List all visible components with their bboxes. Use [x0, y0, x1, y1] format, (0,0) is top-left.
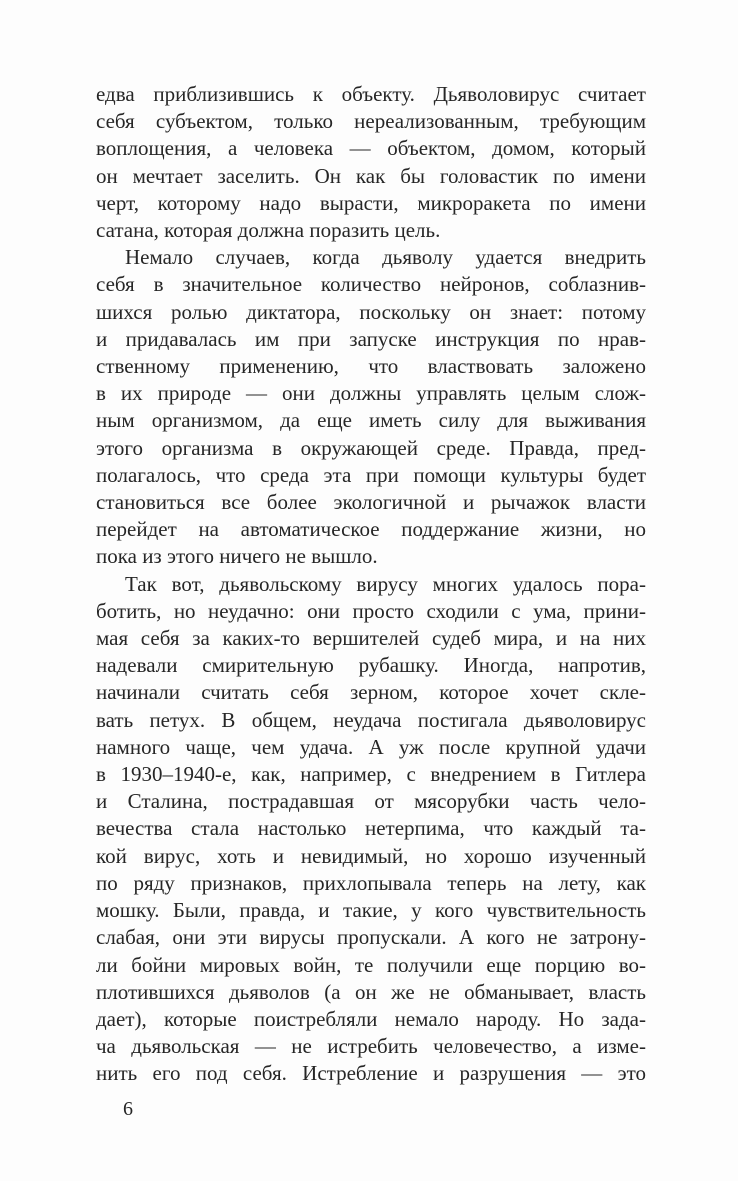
text-line: ча дьявольская — не истребить человечество, а изме- — [96, 1034, 646, 1059]
text-line: вечества стала настолько нетерпима, что каждый та- — [96, 816, 646, 841]
text-line: он мечтает заселить. Он как бы головастик по имени — [96, 163, 646, 188]
text-line: себя субъектом, только нереализованным, требующим — [96, 109, 646, 134]
text-line: дает), которые поистребляли немало народу. Но зада- — [96, 1006, 646, 1031]
paragraph — [96, 571, 646, 1088]
text-line: себя в значительное количество нейронов, соблазнив- — [96, 272, 646, 297]
text-line: и Сталина, пострадавшая от мясорубки часть чело- — [96, 789, 646, 814]
paragraph — [96, 81, 646, 244]
text-line: по ряду признаков, прихлопывала теперь на лету, как — [96, 870, 646, 895]
text-line: Так вот, дьявольскому вирусу многих удалось пора- — [125, 571, 646, 596]
text-line: полагалось, что среда эта при помощи культуры будет — [96, 462, 646, 487]
text-line: пока из этого ничего не вышло. — [96, 544, 378, 569]
page-number: 6 — [123, 1098, 133, 1120]
paragraph — [96, 244, 646, 570]
text-line: ственному применению, что властвовать заложено — [96, 354, 646, 379]
text-line: плотившихся дьяволов (а он же не обманывает, власть — [96, 979, 646, 1004]
text-line: воплощения, а человека — объектом, домом, который — [96, 136, 646, 161]
text-line: нить его под себя. Истребление и разрушения — это — [96, 1061, 646, 1086]
text-line: едва приблизившись к объекту. Дьяволовирус считает — [96, 82, 646, 106]
text-block — [96, 81, 646, 1088]
text-line: ли бойни мировых войн, те получили еще порцию во- — [96, 952, 646, 977]
text-line: этого организма в окружающей среде. Правда, пред- — [96, 435, 646, 460]
text-line: надевали смирительную рубашку. Иногда, напротив, — [96, 653, 646, 678]
text-line: начинали считать себя зерном, которое хочет скле- — [96, 680, 646, 705]
text-line: в 1930–1940-е, как, например, с внедрением в Гитлера — [96, 762, 646, 787]
text-line: шихся ролью диктатора, поскольку он знает: потому — [96, 299, 646, 324]
text-line: перейдет на автоматическое поддержание жизни, но — [96, 517, 646, 542]
text-line: кой вирус, хоть и невидимый, но хорошо изученный — [96, 843, 646, 868]
text-line: вать петух. В общем, неудача постигала дьяволовирус — [96, 707, 646, 732]
text-line: мая себя за каких-то вершителей судеб мира, и на них — [96, 626, 646, 651]
text-line: черт, которому надо вырасти, микроракета по имени — [96, 190, 646, 215]
text-line: слабая, они эти вирусы пропускали. А кого не затрону- — [96, 925, 646, 950]
text-line: ным организмом, да еще иметь силу для выживания — [96, 408, 646, 433]
text-line: Немало случаев, когда дьяволу удается внедрить — [125, 245, 646, 270]
text-line: и придавалась им при запуске инструкция по нрав- — [96, 326, 646, 351]
text-line: сатана, которая должна поразить цель. — [96, 218, 441, 243]
text-line: в их природе — они должны управлять целым слож- — [96, 381, 646, 406]
text-line: мошку. Были, правда, и такие, у кого чувствительность — [96, 898, 646, 923]
text-line: намного чаще, чем удача. А уж после крупной удачи — [96, 734, 646, 759]
text-line: становиться все более экологичной и рычажок власти — [96, 490, 646, 515]
text-line: ботить, но неудачно: они просто сходили с ума, прини- — [96, 598, 646, 623]
